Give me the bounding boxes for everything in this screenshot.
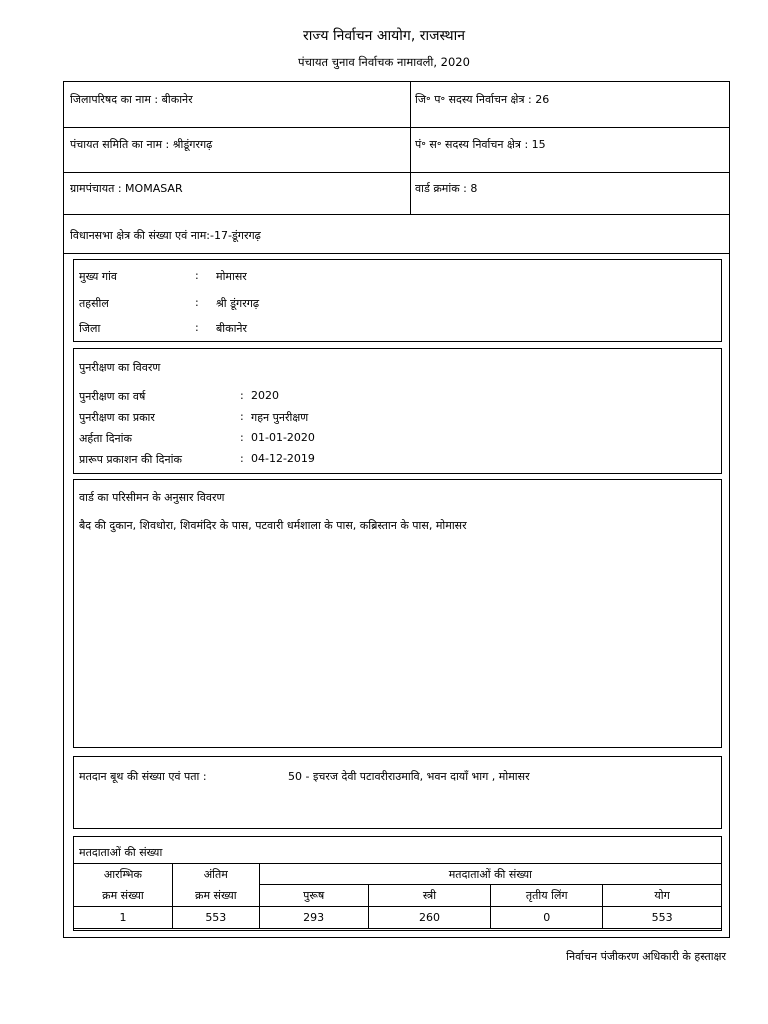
zila-parishad-name: जिलापरिषद का नाम : बीकानेर (70, 93, 193, 106)
voter-count-box (73, 836, 722, 931)
polling-booth-box (73, 756, 722, 829)
zila-member-area: जि॰ प॰ सदस्य निर्वाचन क्षेत्र : 26 (415, 93, 550, 106)
polling-booth-address: 50 - इचरज देवी पटावरीराउमावि, भवन दायाँ भाग , मोमासर (288, 770, 530, 783)
row-samiti (64, 128, 729, 173)
tehsil-sep: : (195, 296, 199, 309)
third-gender-header: तृतीय लिंग (491, 885, 603, 907)
start-serial-header-top: आरम्भिक (74, 864, 173, 885)
revision-year-value: 2020 (251, 389, 279, 402)
male-count: 293 (259, 907, 368, 929)
polling-booth-label: मतदान बूथ की संख्या एवं पता : (79, 770, 207, 783)
female-header: स्त्री (368, 885, 491, 907)
location-box (73, 259, 722, 342)
revision-year-sep: : (240, 389, 244, 402)
third-gender-count: 0 (491, 907, 603, 929)
end-serial-header-bottom: क्रम संख्या (172, 885, 259, 907)
document-subtitle: पंचायत चुनाव निर्वाचक नामावली, 2020 (298, 55, 470, 69)
draft-publication-sep: : (240, 452, 244, 465)
voter-count-heading: मतदाताओं की संख्या (79, 846, 163, 859)
end-serial-value: 553 (172, 907, 259, 929)
cell-zila-parishad (64, 82, 411, 127)
start-serial-header-bottom: क्रम संख्या (74, 885, 173, 907)
qualifying-date-value: 01-01-2020 (251, 431, 315, 444)
row-assembly (64, 215, 729, 254)
revision-year-label: पुनरीक्षण का वर्ष (79, 390, 146, 403)
registration-officer-signature-label: निर्वाचन पंजीकरण अधिकारी के हस्ताक्षर (566, 950, 726, 963)
district-sep: : (195, 321, 199, 334)
start-serial-value: 1 (74, 907, 173, 929)
ward-description-text: बैद की दुकान, शिवधोरा, शिवमंदिर के पास, पटवारी धर्मशाला के पास, कब्रिस्तान के पास, मोमासर (79, 519, 467, 532)
revision-type-sep: : (240, 410, 244, 423)
cell-panchayat-samiti (64, 128, 411, 172)
voter-count-header-row-2 (74, 885, 722, 907)
revision-box (73, 348, 722, 474)
panchayat-samiti-name: पंचायत समिति का नाम : श्रीडूंगरगढ़ (70, 138, 213, 151)
voter-count-table (73, 863, 722, 929)
tehsil-label: तहसील (79, 297, 109, 310)
samiti-member-area: पं॰ स॰ सदस्य निर्वाचन क्षेत्र : 15 (415, 138, 546, 151)
draft-publication-value: 04-12-2019 (251, 452, 315, 465)
draft-publication-label: प्रारूप प्रकाशन की दिनांक (79, 453, 182, 466)
ward-description-heading: वार्ड का परिसीमन के अनुसार विवरण (79, 491, 225, 504)
document-title: राज्य निर्वाचन आयोग, राजस्थान (303, 28, 465, 44)
row-gram (64, 173, 729, 215)
revision-type-label: पुनरीक्षण का प्रकार (79, 411, 155, 424)
main-village-label: मुख्य गांव (79, 270, 118, 283)
end-serial-header-top: अंतिम (172, 864, 259, 885)
row-zila (64, 82, 729, 128)
cell-gram-panchayat (64, 173, 411, 214)
gram-panchayat: ग्रामपंचायत : MOMASAR (70, 182, 183, 195)
female-count: 260 (368, 907, 491, 929)
cell-samiti-member-area (411, 128, 729, 172)
roll-form (63, 81, 730, 938)
revision-type-value: गहन पुनरीक्षण (251, 411, 309, 424)
main-village-sep: : (195, 269, 199, 282)
ward-description-box (73, 479, 722, 748)
male-header: पुरूष (259, 885, 368, 907)
revision-heading: पुनरीक्षण का विवरण (79, 361, 161, 374)
voter-count-header-row-1 (74, 864, 722, 885)
cell-zila-member-area (411, 82, 729, 127)
assembly-constituency: विधानसभा क्षेत्र की संख्या एवं नाम:-17-डूंगरगढ़ (70, 229, 261, 242)
total-count: 553 (603, 907, 722, 929)
tehsil-value: श्री डूंगरगढ़ (216, 297, 260, 310)
qualifying-date-sep: : (240, 431, 244, 444)
total-header: योग (603, 885, 722, 907)
voter-group-header: मतदाताओं की संख्या (259, 864, 721, 885)
district-label: जिला (79, 322, 101, 335)
cell-ward-number (411, 173, 729, 214)
ward-number: वार्ड क्रमांक : 8 (415, 182, 478, 195)
voter-count-values-row (74, 907, 722, 929)
district-value: बीकानेर (216, 322, 248, 335)
main-village-value: मोमासर (216, 270, 247, 283)
qualifying-date-label: अर्हता दिनांक (79, 432, 132, 445)
